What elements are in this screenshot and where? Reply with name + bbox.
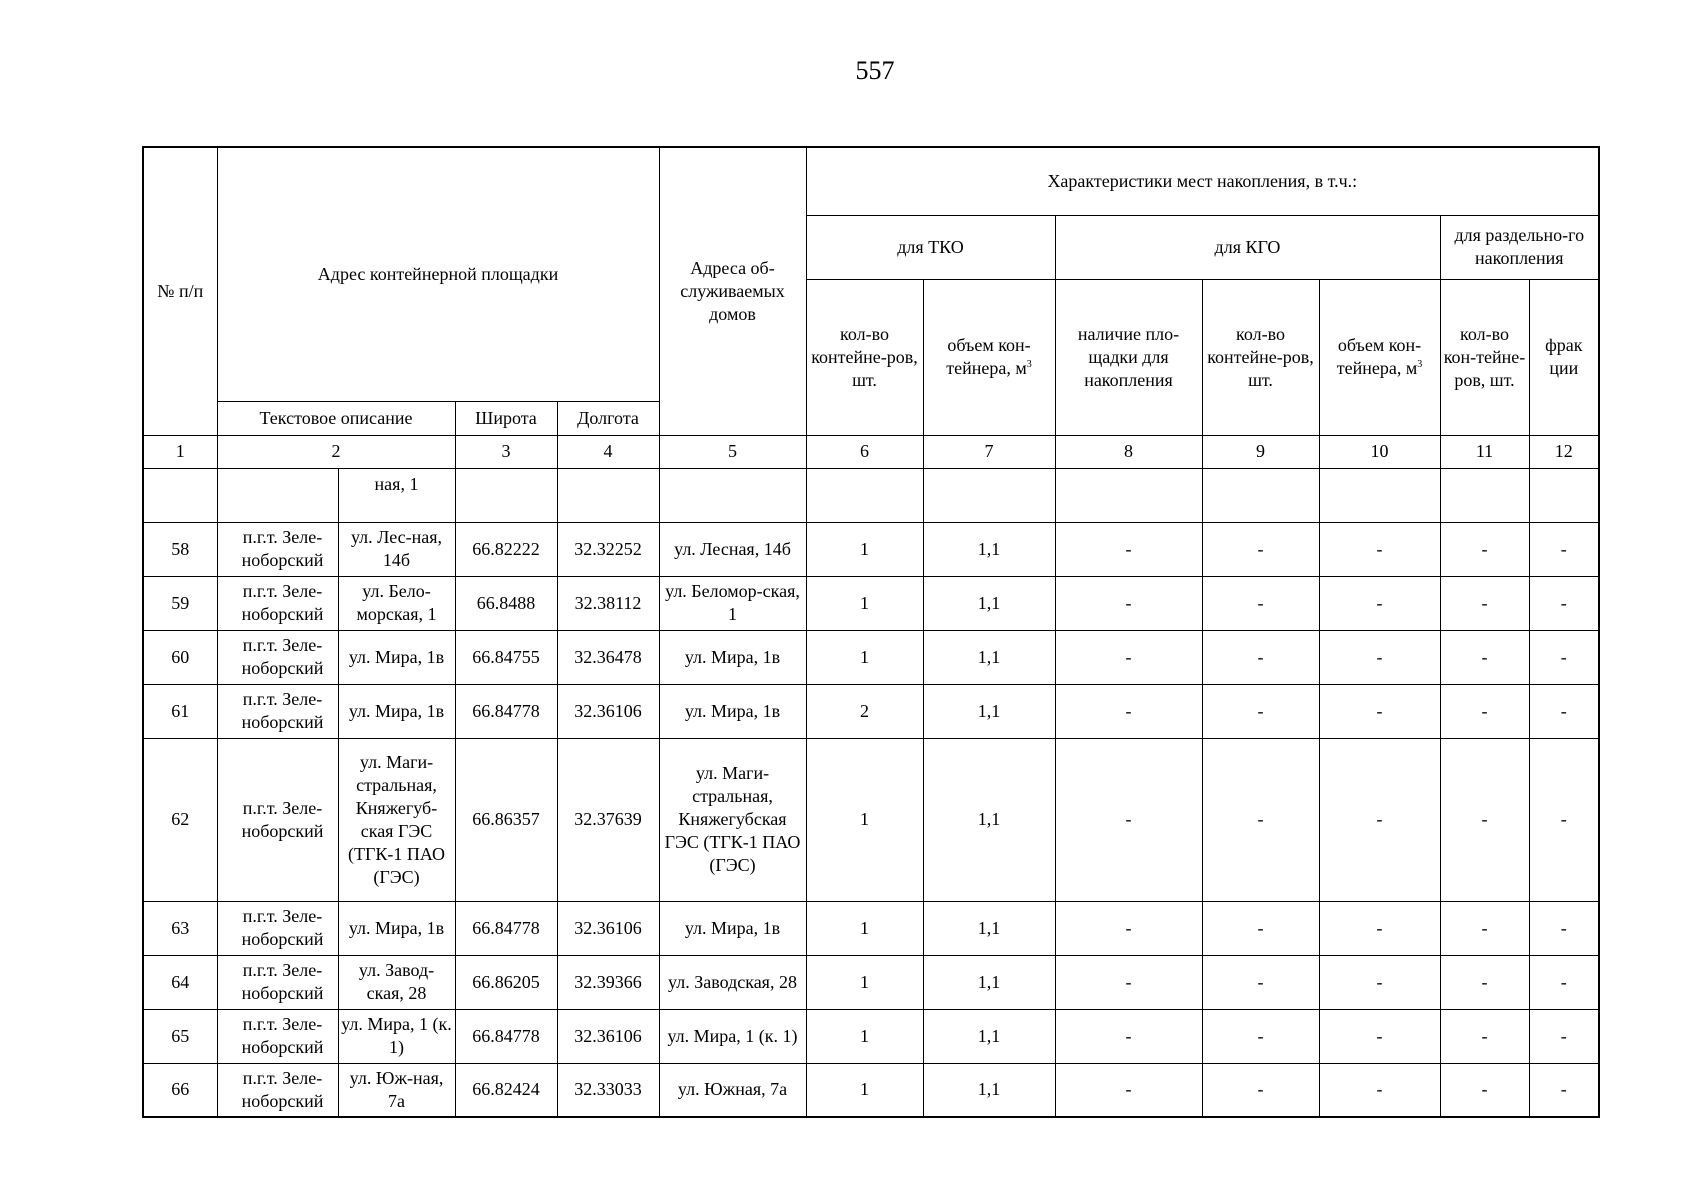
- column-number: 7: [923, 435, 1055, 468]
- cell-served-houses: ул. Мира, 1в: [659, 630, 806, 684]
- cell-no: 59: [143, 576, 217, 630]
- cell-locality: п.г.т. Зеле-ноборский: [217, 522, 338, 576]
- cell-served-houses: ул. Заводская, 28: [659, 955, 806, 1009]
- header-kgo: для КГО: [1055, 215, 1440, 279]
- continuation-street: ная, 1: [338, 468, 455, 522]
- header-text-description: Текстовое описание: [217, 401, 455, 435]
- cell-container-volume-kgo: -: [1319, 522, 1440, 576]
- cell-container-volume: 1,1: [923, 576, 1055, 630]
- cell-served-houses: ул. Маги-стральная, Княжегубская ГЭС (ТГК-1 ПАО (ГЭС): [659, 738, 806, 901]
- header-longitude: Долгота: [557, 401, 659, 435]
- cell-containers-count-sep: -: [1440, 1063, 1529, 1117]
- column-number: 6: [806, 435, 923, 468]
- header-containers-count-kgo: кол-во контейне-ров, шт.: [1202, 279, 1319, 435]
- cell-longitude: 32.36478: [557, 630, 659, 684]
- cell-served-houses: ул. Южная, 7а: [659, 1063, 806, 1117]
- cell-fractions: -: [1529, 901, 1599, 955]
- cell-containers-count-kgo: -: [1202, 684, 1319, 738]
- cell-containers-count: 1: [806, 1009, 923, 1063]
- column-number: 4: [557, 435, 659, 468]
- header-latitude: Широта: [455, 401, 557, 435]
- page-number: 557: [855, 56, 895, 85]
- cell-containers-count-sep: -: [1440, 630, 1529, 684]
- cell-longitude: 32.36106: [557, 901, 659, 955]
- table-row: [143, 1009, 1599, 1063]
- cell-container-volume-kgo: -: [1319, 901, 1440, 955]
- header-tko: для ТКО: [806, 215, 1055, 279]
- cell-locality: п.г.т. Зеле-ноборский: [217, 955, 338, 1009]
- cell-no: 66: [143, 1063, 217, 1117]
- cell-site-presence: -: [1055, 1009, 1202, 1063]
- table-row: [143, 1063, 1599, 1117]
- cell-no: 58: [143, 522, 217, 576]
- cell-longitude: 32.38112: [557, 576, 659, 630]
- cell-longitude: 32.32252: [557, 522, 659, 576]
- column-number: 1: [143, 435, 217, 468]
- header-container-volume-kgo: объем кон-тейнера, $м^3$: [1319, 279, 1440, 435]
- cell-latitude: 66.82222: [455, 522, 557, 576]
- cell-street: ул. Бело-морская, 1: [338, 576, 455, 630]
- cell-fractions: -: [1529, 1009, 1599, 1063]
- header-address: Адрес контейнерной площадки: [217, 147, 659, 401]
- cell-locality: п.г.т. Зеле-ноборский: [217, 684, 338, 738]
- header-fractions: фрак ции: [1529, 279, 1599, 435]
- cell-container-volume: 1,1: [923, 684, 1055, 738]
- cell-container-volume-kgo: -: [1319, 630, 1440, 684]
- table-row: [143, 684, 1599, 738]
- cell-locality: п.г.т. Зеле-ноборский: [217, 1063, 338, 1117]
- cell-container-volume: 1,1: [923, 1063, 1055, 1117]
- cell-container-volume-kgo: -: [1319, 1009, 1440, 1063]
- cell-containers-count-kgo: -: [1202, 1063, 1319, 1117]
- header-container-volume: объем кон-тейнера, $м^3$: [923, 279, 1055, 435]
- cell-served-houses: ул. Лесная, 14б: [659, 522, 806, 576]
- cell-latitude: 66.86205: [455, 955, 557, 1009]
- column-number: 8: [1055, 435, 1202, 468]
- cell-site-presence: -: [1055, 955, 1202, 1009]
- cell-container-volume: 1,1: [923, 955, 1055, 1009]
- header-served-houses: Адреса об-служиваемых домов: [659, 147, 806, 435]
- cell-fractions: -: [1529, 1063, 1599, 1117]
- header-separate: для раздельно-го накопления: [1440, 215, 1599, 279]
- cell-fractions: -: [1529, 738, 1599, 901]
- cell-no: 61: [143, 684, 217, 738]
- cell-served-houses: ул. Мира, 1 (к. 1): [659, 1009, 806, 1063]
- header-containers-count-sep: кол-во кон-тейне-ров, шт.: [1440, 279, 1529, 435]
- cell-street: ул. Мира, 1в: [338, 901, 455, 955]
- column-number: 2: [217, 435, 455, 468]
- column-number: 9: [1202, 435, 1319, 468]
- cell-containers-count-sep: -: [1440, 576, 1529, 630]
- header-site-presence: наличие пло-щадки для накопления: [1055, 279, 1202, 435]
- cell-site-presence: -: [1055, 522, 1202, 576]
- cell-locality: п.г.т. Зеле-ноборский: [217, 738, 338, 901]
- cell-no: 63: [143, 901, 217, 955]
- header-containers-count: кол-во контейне-ров, шт.: [806, 279, 923, 435]
- cell-containers-count: 1: [806, 630, 923, 684]
- cell-longitude: 32.36106: [557, 684, 659, 738]
- column-number: 5: [659, 435, 806, 468]
- cell-containers-count-sep: -: [1440, 738, 1529, 901]
- cell-no: 65: [143, 1009, 217, 1063]
- cell-fractions: -: [1529, 630, 1599, 684]
- cell-locality: п.г.т. Зеле-ноборский: [217, 901, 338, 955]
- cell-container-volume: 1,1: [923, 630, 1055, 684]
- cell-fractions: -: [1529, 684, 1599, 738]
- cell-containers-count-kgo: -: [1202, 630, 1319, 684]
- table-row: [143, 522, 1599, 576]
- table-row: [143, 955, 1599, 1009]
- cell-container-volume-kgo: -: [1319, 738, 1440, 901]
- cell-container-volume-kgo: -: [1319, 684, 1440, 738]
- cell-street: ул. Мира, 1в: [338, 630, 455, 684]
- cell-locality: п.г.т. Зеле-ноборский: [217, 576, 338, 630]
- cell-latitude: 66.82424: [455, 1063, 557, 1117]
- cell-containers-count-sep: -: [1440, 901, 1529, 955]
- cell-container-volume-kgo: -: [1319, 576, 1440, 630]
- container-sites-table: [142, 146, 1600, 1118]
- cell-containers-count-kgo: -: [1202, 576, 1319, 630]
- cell-locality: п.г.т. Зеле-ноборский: [217, 1009, 338, 1063]
- table-row: [143, 630, 1599, 684]
- cell-served-houses: ул. Беломор-ская, 1: [659, 576, 806, 630]
- cell-site-presence: -: [1055, 630, 1202, 684]
- header-characteristics: Характеристики мест накопления, в т.ч.:: [806, 147, 1599, 215]
- cell-latitude: 66.84778: [455, 684, 557, 738]
- cell-site-presence: -: [1055, 576, 1202, 630]
- cell-site-presence: -: [1055, 901, 1202, 955]
- cell-latitude: 66.84778: [455, 901, 557, 955]
- cell-longitude: 32.39366: [557, 955, 659, 1009]
- cell-containers-count-kgo: -: [1202, 522, 1319, 576]
- cell-container-volume: 1,1: [923, 901, 1055, 955]
- cell-site-presence: -: [1055, 1063, 1202, 1117]
- column-number: 11: [1440, 435, 1529, 468]
- cell-latitude: 66.84755: [455, 630, 557, 684]
- cell-served-houses: ул. Мира, 1в: [659, 684, 806, 738]
- table-row: [143, 738, 1599, 901]
- cell-containers-count: 1: [806, 1063, 923, 1117]
- table-row: [143, 576, 1599, 630]
- column-number: 12: [1529, 435, 1599, 468]
- cell-containers-count: 2: [806, 684, 923, 738]
- cell-latitude: 66.84778: [455, 1009, 557, 1063]
- cell-fractions: -: [1529, 522, 1599, 576]
- table-row: [143, 901, 1599, 955]
- cell-latitude: 66.8488: [455, 576, 557, 630]
- cell-container-volume: 1,1: [923, 738, 1055, 901]
- cell-latitude: 66.86357: [455, 738, 557, 901]
- cell-longitude: 32.37639: [557, 738, 659, 901]
- cell-street: ул. Маги-стральная, Княжегуб-ская ГЭС (ТГК-1 ПАО (ГЭС): [338, 738, 455, 901]
- column-number-row: [143, 435, 1599, 468]
- cell-containers-count-sep: -: [1440, 684, 1529, 738]
- cell-street: ул. Мира, 1в: [338, 684, 455, 738]
- cell-longitude: 32.33033: [557, 1063, 659, 1117]
- cell-containers-count: 1: [806, 576, 923, 630]
- cell-container-volume: 1,1: [923, 522, 1055, 576]
- continuation-row: [143, 468, 1599, 522]
- cell-containers-count: 1: [806, 522, 923, 576]
- cell-containers-count-sep: -: [1440, 1009, 1529, 1063]
- cell-longitude: 32.36106: [557, 1009, 659, 1063]
- cell-fractions: -: [1529, 576, 1599, 630]
- cell-containers-count: 1: [806, 738, 923, 901]
- cell-served-houses: ул. Мира, 1в: [659, 901, 806, 955]
- column-number: 10: [1319, 435, 1440, 468]
- cell-locality: п.г.т. Зеле-ноборский: [217, 630, 338, 684]
- cell-site-presence: -: [1055, 738, 1202, 901]
- cell-containers-count-kgo: -: [1202, 955, 1319, 1009]
- cell-containers-count: 1: [806, 955, 923, 1009]
- cell-containers-count-sep: -: [1440, 522, 1529, 576]
- cell-street: ул. Мира, 1 (к. 1): [338, 1009, 455, 1063]
- cell-container-volume-kgo: -: [1319, 1063, 1440, 1117]
- cell-street: ул. Юж-ная, 7а: [338, 1063, 455, 1117]
- cell-site-presence: -: [1055, 684, 1202, 738]
- cell-fractions: -: [1529, 955, 1599, 1009]
- cell-containers-count-kgo: -: [1202, 738, 1319, 901]
- cell-containers-count-kgo: -: [1202, 901, 1319, 955]
- cell-street: ул. Лес-ная, 14б: [338, 522, 455, 576]
- cell-containers-count: 1: [806, 901, 923, 955]
- cell-street: ул. Завод-ская, 28: [338, 955, 455, 1009]
- cell-no: 64: [143, 955, 217, 1009]
- cell-no: 62: [143, 738, 217, 901]
- cell-no: 60: [143, 630, 217, 684]
- header-no: № п/п: [143, 147, 217, 435]
- cell-container-volume-kgo: -: [1319, 955, 1440, 1009]
- cell-containers-count-sep: -: [1440, 955, 1529, 1009]
- cell-containers-count-kgo: -: [1202, 1009, 1319, 1063]
- column-number: 3: [455, 435, 557, 468]
- cell-container-volume: 1,1: [923, 1009, 1055, 1063]
